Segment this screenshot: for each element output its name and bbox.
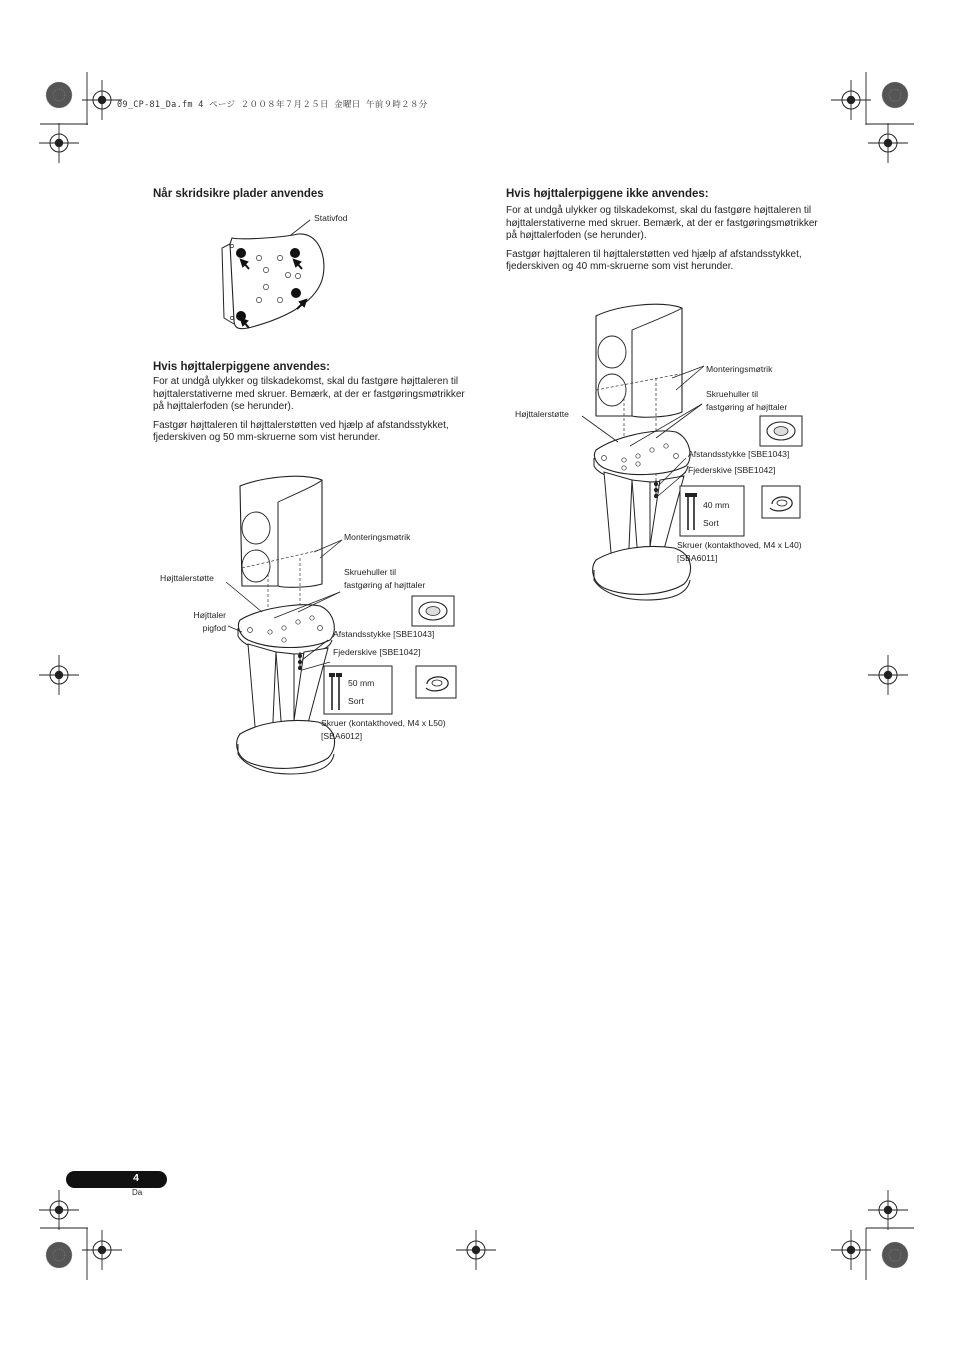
heading-spikes-not-used: Hvis højttalerpiggene ikke anvendes: xyxy=(506,188,709,200)
label-monteringsmotrik-right: Monteringsmøtrik xyxy=(706,364,773,374)
para-spikes-2: Fastgør højttaleren til højttalerstøtten ved hjælp af afstandsstykket, fjederskiven og 50 mm-skruerne som vist herunder. xyxy=(153,419,449,444)
label-afstandsstykke-left: Afstandsstykke [SBE1043] xyxy=(333,629,435,639)
page-number-badge xyxy=(66,1171,167,1188)
heading-spikes-used: Hvis højttalerpiggene anvendes: xyxy=(153,361,331,373)
label-hojttalerstotte-right: Højttalerstøtte xyxy=(515,409,569,419)
label-fjederskive-left: Fjederskive [SBE1042] xyxy=(333,647,421,657)
label-skruehuller-right-1: Skruehuller til xyxy=(706,389,759,399)
para-nospikes-1: For at undgå ulykker og tilskadekomst, skal du fastgøre højttaleren til højttalerstativerne med skruer. Bemærk, at der er fastgøringsmøtrikker på højttalerfoden (se herunder). xyxy=(506,205,818,242)
label-skruer-left-1: Skruer (kontakthoved, M4 x L50) xyxy=(321,718,446,728)
file-header: 09_CP-81_Da.fm 4 ページ ２００８年７月２５日 金曜日 午前９時２８分 xyxy=(117,100,428,110)
label-skruer-right-2: [SBA6011] xyxy=(677,553,718,563)
label-length-left: 50 mm xyxy=(348,678,375,688)
label-color-left: Sort xyxy=(348,696,364,706)
label-afstandsstykke-right: Afstandsstykke [SBE1043] xyxy=(688,449,790,459)
label-monteringsmotrik-left: Monteringsmøtrik xyxy=(344,532,411,542)
label-skruer-right-1: Skruer (kontakthoved, M4 x L40) xyxy=(677,540,802,550)
label-pigfod-1: Højttaler xyxy=(193,610,226,620)
label-stativfod: Stativfod xyxy=(314,213,348,223)
para-spikes-1: For at undgå ulykker og tilskadekomst, skal du fastgøre højttaleren til højttalerstativerne med skruer. Bemærk, at der er fastgøringsmøtrikker på højttalerfoden (se herunder). xyxy=(153,376,465,413)
heading-anti-slip: Når skridsikre plader anvendes xyxy=(153,188,324,200)
label-skruehuller-left-2: fastgøring af højttaler xyxy=(344,580,426,590)
label-fjederskive-right: Fjederskive [SBE1042] xyxy=(688,465,776,475)
label-skruehuller-left-1: Skruehuller til xyxy=(344,567,397,577)
stand-foot-illustration xyxy=(210,220,340,330)
label-skruehuller-right-2: fastgøring af højttaler xyxy=(706,402,788,412)
label-color-right: Sort xyxy=(703,518,719,528)
label-length-right: 40 mm xyxy=(703,500,730,510)
label-skruer-left-2: [SBA6012] xyxy=(321,731,363,741)
page-number: 4 xyxy=(133,1172,139,1184)
label-pigfod-2: pigfod xyxy=(202,623,226,633)
label-hojttalerstotte-left: Højttalerstøtte xyxy=(160,573,214,583)
para-nospikes-2: Fastgør højttaleren til højttalerstøtten ved hjælp af afstandsstykket, fjederskiven og 40 mm-skruerne som vist herunder. xyxy=(506,248,802,273)
language-code: Da xyxy=(132,1188,143,1197)
